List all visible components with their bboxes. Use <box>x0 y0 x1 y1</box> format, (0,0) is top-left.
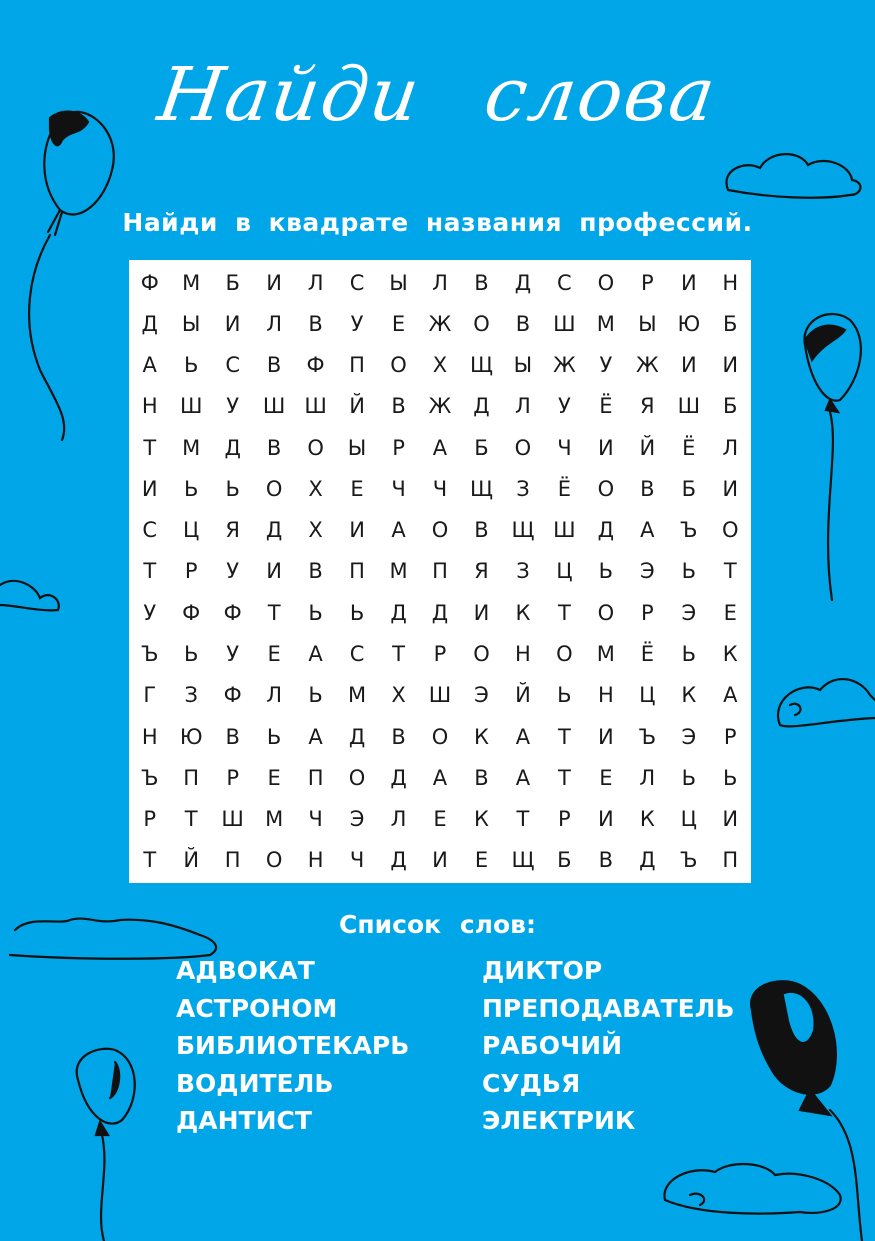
grid-letter[interactable]: У <box>226 559 240 584</box>
grid-letter[interactable]: Б <box>723 394 738 419</box>
grid-letter[interactable]: Ф <box>223 683 242 708</box>
grid-letter[interactable]: Д <box>431 600 449 625</box>
grid-letter[interactable]: Л <box>515 394 531 419</box>
grid-letter[interactable]: Х <box>391 683 406 708</box>
word-item: ДАНТИСТ <box>176 1106 312 1135</box>
grid-letter[interactable]: З <box>516 476 530 501</box>
balloon-icon <box>29 112 114 440</box>
grid-letter[interactable]: Т <box>516 807 530 832</box>
grid-letter[interactable]: Ы <box>638 311 657 336</box>
grid-letter[interactable]: Ё <box>682 435 696 460</box>
grid-letter[interactable]: Е <box>723 600 737 625</box>
grid-letter[interactable]: К <box>515 600 531 625</box>
grid-letter[interactable]: Ф <box>223 600 242 625</box>
grid-letter[interactable]: Ь <box>266 724 282 749</box>
grid-letter[interactable]: Ч <box>349 848 365 873</box>
grid-letter[interactable]: П <box>349 559 365 584</box>
grid-letter[interactable]: Н <box>597 683 614 708</box>
grid-letter[interactable]: У <box>599 353 613 378</box>
grid-letter[interactable]: Й <box>515 683 531 708</box>
grid-letter[interactable]: Л <box>266 683 283 708</box>
grid-letter[interactable]: А <box>640 518 655 543</box>
grid-letter[interactable]: Ё <box>599 394 613 419</box>
grid-letter[interactable]: М <box>348 683 367 708</box>
grid-letter[interactable]: О <box>514 435 532 460</box>
grid-letter[interactable]: А <box>515 724 531 749</box>
grid-letter[interactable]: Ь <box>183 353 199 378</box>
grid-letter[interactable]: В <box>308 311 323 336</box>
grid-letter[interactable]: Э <box>681 600 697 625</box>
grid-letter[interactable]: К <box>722 642 738 667</box>
grid-letter[interactable]: Ь <box>723 765 738 790</box>
grid-letter[interactable]: Т <box>723 559 737 584</box>
grid-letter[interactable]: Е <box>267 642 281 667</box>
grid-letter[interactable]: Е <box>350 476 364 501</box>
word-item: ПРЕПОДАВАТЕЛЬ <box>482 993 735 1023</box>
grid-letter[interactable]: Ь <box>183 476 199 501</box>
grid-letter[interactable]: Х <box>308 518 323 543</box>
grid-letter[interactable]: И <box>224 311 241 336</box>
grid-letter[interactable]: Д <box>390 765 407 790</box>
grid-letter[interactable]: Х <box>432 353 448 378</box>
grid-letter[interactable]: А <box>723 683 738 708</box>
grid-letter[interactable]: Д <box>639 848 656 873</box>
grid-letter[interactable]: М <box>596 311 615 336</box>
grid-letter[interactable]: Б <box>681 476 696 501</box>
grid-letter[interactable]: Ъ <box>140 765 159 790</box>
grid-letter[interactable]: Й <box>639 435 656 460</box>
grid-letter[interactable]: Ы <box>347 435 367 460</box>
cloud-icon <box>0 581 59 610</box>
grid-letter[interactable]: Л <box>432 270 448 295</box>
grid-letter[interactable]: О <box>473 311 490 336</box>
grid-letter[interactable]: Ш <box>677 394 701 419</box>
grid-letter[interactable]: Н <box>515 642 531 667</box>
grid-letter[interactable]: З <box>184 683 198 708</box>
grid-letter[interactable]: П <box>722 848 739 873</box>
grid-letter[interactable]: П <box>224 848 241 873</box>
grid-letter[interactable]: В <box>266 435 282 460</box>
grid-letter[interactable]: В <box>474 518 489 543</box>
word-list-title: Список слов: <box>339 910 536 939</box>
grid-letter[interactable]: Ъ <box>140 642 159 667</box>
grid-letter[interactable]: Л <box>266 311 283 336</box>
grid-letter[interactable]: Ь <box>681 642 696 667</box>
grid-letter[interactable]: Е <box>433 807 447 832</box>
grid-letter[interactable]: Щ <box>469 353 493 378</box>
word-item: СУДЬЯ <box>482 1068 581 1098</box>
grid-letter[interactable]: А <box>142 353 157 378</box>
grid-letter[interactable]: Ь <box>308 600 323 625</box>
grid-letter[interactable]: П <box>183 765 200 790</box>
grid-letter[interactable]: И <box>432 848 448 873</box>
grid-letter[interactable]: Ь <box>681 559 696 584</box>
grid-letter[interactable]: Ь <box>308 683 323 708</box>
word-item: ЭЛЕКТРИК <box>482 1106 636 1135</box>
grid-letter[interactable]: В <box>515 311 531 336</box>
grid-letter[interactable]: Э <box>639 559 655 584</box>
grid-letter[interactable]: Й <box>183 848 200 873</box>
grid-letter[interactable]: И <box>473 600 490 625</box>
grid-letter[interactable]: Б <box>723 311 738 336</box>
grid-letter[interactable]: И <box>266 559 282 584</box>
grid-letter[interactable]: Т <box>267 600 281 625</box>
grid-letter[interactable]: К <box>473 807 489 832</box>
grid-letter[interactable]: О <box>597 270 615 295</box>
grid-letter[interactable]: А <box>432 435 448 460</box>
grid-letter[interactable]: Я <box>640 394 655 419</box>
grid-letter[interactable]: Ж <box>428 394 452 419</box>
grid-letter[interactable]: Т <box>557 724 571 749</box>
grid-letter[interactable]: Ж <box>553 353 576 378</box>
grid-letter[interactable]: Т <box>143 435 157 460</box>
grid-letter[interactable]: Б <box>474 435 489 460</box>
grid-letter[interactable]: А <box>515 765 531 790</box>
grid-letter[interactable]: Х <box>308 476 323 501</box>
grid-letter[interactable]: Я <box>474 559 489 584</box>
grid-letter[interactable]: Ъ <box>680 848 698 873</box>
grid-letter[interactable]: Ж <box>636 353 659 378</box>
grid-letter[interactable]: Г <box>143 683 157 708</box>
grid-letter[interactable]: Р <box>184 559 198 584</box>
grid-letter[interactable]: Е <box>267 765 281 790</box>
grid-letter[interactable]: О <box>265 848 283 873</box>
grid-letter[interactable]: Ь <box>183 642 199 667</box>
grid-letter[interactable]: Ё <box>640 642 654 667</box>
grid-letter[interactable]: Щ <box>511 518 535 543</box>
letter-grid <box>129 260 751 883</box>
grid-letter[interactable]: С <box>225 353 240 378</box>
grid-letter[interactable]: Я <box>225 518 240 543</box>
word-list-left <box>176 952 409 1140</box>
word-item: БИБЛИОТЕКАРЬ <box>176 1031 410 1060</box>
grid-letter[interactable]: Ш <box>428 683 452 708</box>
grid-letter[interactable]: Ю <box>677 311 701 336</box>
grid-letter[interactable]: Р <box>392 435 405 460</box>
grid-letter[interactable]: Ь <box>225 476 240 501</box>
word-list-right <box>482 952 734 1140</box>
grid-letter[interactable]: К <box>681 683 697 708</box>
grid-letter[interactable]: О <box>597 600 615 625</box>
grid-letter[interactable]: Ь <box>557 683 572 708</box>
grid-letter[interactable]: Ю <box>179 724 203 749</box>
grid-letter[interactable]: Р <box>558 807 571 832</box>
grid-letter[interactable]: Ц <box>183 518 200 543</box>
grid-letter[interactable]: М <box>596 642 615 667</box>
grid-letter[interactable]: Д <box>348 724 366 749</box>
grid-letter[interactable]: У <box>350 311 364 336</box>
grid-letter[interactable]: И <box>349 518 365 543</box>
grid-letter[interactable]: Э <box>681 724 697 749</box>
grid-letter[interactable]: У <box>557 394 571 419</box>
grid-letter[interactable]: О <box>597 476 615 501</box>
grid-letter[interactable]: У <box>226 642 240 667</box>
grid-letter[interactable]: Ш <box>553 518 576 543</box>
grid-letter[interactable]: Л <box>390 807 407 832</box>
balloon-icon <box>804 314 860 600</box>
grid-letter[interactable]: Ц <box>680 807 697 832</box>
grid-letter[interactable]: Ч <box>308 807 323 832</box>
grid-letter[interactable]: Л <box>307 270 324 295</box>
grid-letter[interactable]: У <box>143 600 157 625</box>
grid-letter[interactable]: О <box>307 435 324 460</box>
grid-letter[interactable]: О <box>390 353 407 378</box>
grid-letter[interactable]: Ы <box>389 270 408 295</box>
grid-letter[interactable]: О <box>265 476 283 501</box>
grid-letter[interactable]: Ь <box>349 600 365 625</box>
grid-letter[interactable]: Р <box>723 724 737 749</box>
grid-letter[interactable]: Ш <box>304 394 327 419</box>
grid-letter[interactable]: Р <box>433 642 447 667</box>
grid-letter[interactable]: Ч <box>557 435 572 460</box>
grid-letter[interactable]: Щ <box>511 848 535 873</box>
grid-letter[interactable]: И <box>722 353 739 378</box>
grid-letter[interactable]: С <box>349 642 365 667</box>
grid-letter[interactable]: А <box>391 518 406 543</box>
grid-letter[interactable]: Р <box>640 600 654 625</box>
grid-letter[interactable]: З <box>516 559 530 584</box>
grid-letter[interactable]: Т <box>557 765 571 790</box>
word-item: ДИКТОР <box>482 956 603 985</box>
grid-letter[interactable]: К <box>473 724 489 749</box>
grid-letter[interactable]: Р <box>226 765 239 790</box>
grid-letter[interactable]: Н <box>722 270 739 295</box>
grid-letter[interactable]: Р <box>640 270 654 295</box>
grid-letter[interactable]: Ш <box>221 807 244 832</box>
grid-letter[interactable]: Н <box>307 848 324 873</box>
grid-letter[interactable]: О <box>431 518 449 543</box>
grid-letter[interactable]: С <box>557 270 572 295</box>
grid-letter[interactable]: О <box>722 518 739 543</box>
grid-letter[interactable]: О <box>556 642 573 667</box>
grid-letter[interactable]: Ж <box>428 311 452 336</box>
grid-letter[interactable]: М <box>182 435 201 460</box>
grid-letter[interactable]: В <box>266 353 282 378</box>
grid-letter[interactable]: Н <box>141 394 158 419</box>
word-search-grid <box>129 260 751 883</box>
grid-letter[interactable]: Б <box>557 848 572 873</box>
grid-letter[interactable]: Е <box>391 311 406 336</box>
grid-letter[interactable]: И <box>141 476 158 501</box>
grid-letter[interactable]: И <box>598 724 614 749</box>
grid-letter[interactable]: Е <box>599 765 613 790</box>
grid-letter[interactable]: А <box>432 765 448 790</box>
grid-letter[interactable]: В <box>474 270 489 295</box>
grid-letter[interactable]: В <box>640 476 655 501</box>
grid-letter[interactable]: В <box>474 765 489 790</box>
grid-letter[interactable]: Т <box>143 848 157 873</box>
grid-letter[interactable]: В <box>598 848 614 873</box>
grid-letter[interactable]: В <box>225 724 240 749</box>
grid-letter[interactable]: О <box>431 724 449 749</box>
grid-letter[interactable]: Ы <box>181 311 201 336</box>
grid-letter[interactable]: П <box>349 353 365 378</box>
grid-letter[interactable]: С <box>349 270 365 295</box>
grid-letter[interactable]: И <box>680 353 697 378</box>
cloud-icon <box>664 1164 840 1214</box>
grid-letter[interactable]: О <box>473 642 490 667</box>
grid-letter[interactable]: Ё <box>557 476 572 501</box>
grid-letter[interactable]: Ш <box>179 394 203 419</box>
grid-letter[interactable]: Ш <box>553 311 576 336</box>
grid-letter[interactable]: Ч <box>432 476 448 501</box>
grid-letter[interactable]: Д <box>390 848 407 873</box>
grid-letter[interactable]: А <box>308 724 323 749</box>
grid-letter[interactable]: Э <box>349 807 365 832</box>
grid-letter[interactable]: Ц <box>556 559 573 584</box>
grid-letter[interactable]: Т <box>392 642 405 667</box>
grid-letter[interactable]: Ч <box>391 476 406 501</box>
grid-letter[interactable]: Д <box>514 270 532 295</box>
grid-letter[interactable]: Ы <box>513 353 533 378</box>
grid-letter[interactable]: Ь <box>598 559 614 584</box>
grid-letter[interactable]: М <box>265 807 284 832</box>
grid-letter[interactable]: И <box>266 270 282 295</box>
grid-letter[interactable]: Т <box>143 559 157 584</box>
grid-letter[interactable]: Д <box>390 600 407 625</box>
grid-letter[interactable]: Л <box>722 435 739 460</box>
grid-letter[interactable]: Ъ <box>638 724 657 749</box>
grid-letter[interactable]: Д <box>224 435 241 460</box>
grid-letter[interactable]: Ъ <box>680 518 698 543</box>
grid-letter[interactable]: Л <box>639 765 656 790</box>
grid-letter[interactable]: Щ <box>469 476 493 501</box>
grid-letter[interactable]: Е <box>474 848 489 873</box>
grid-letter[interactable]: Ц <box>639 683 656 708</box>
grid-letter[interactable]: Ш <box>262 394 286 419</box>
grid-letter[interactable]: Й <box>349 394 365 419</box>
grid-letter[interactable]: У <box>226 394 240 419</box>
balloon-icon <box>77 1049 135 1241</box>
grid-letter[interactable]: К <box>639 807 655 832</box>
word-item: АСТРОНОМ <box>176 993 338 1023</box>
balloon-icon <box>751 981 862 1241</box>
grid-letter[interactable]: А <box>308 642 323 667</box>
grid-letter[interactable]: Ф <box>140 270 159 295</box>
instructions: Найди в квадрате названия профессий. <box>122 208 753 237</box>
grid-letter[interactable]: Д <box>473 394 490 419</box>
grid-letter[interactable]: И <box>680 270 697 295</box>
grid-letter[interactable]: Ф <box>182 600 201 625</box>
grid-letter[interactable]: В <box>308 559 323 584</box>
grid-letter[interactable]: М <box>389 559 408 584</box>
grid-letter[interactable]: И <box>598 435 614 460</box>
grid-letter[interactable]: Т <box>557 600 571 625</box>
word-item: ВОДИТЕЛЬ <box>176 1068 334 1098</box>
grid-letter[interactable]: Д <box>597 518 615 543</box>
grid-letter[interactable]: И <box>722 476 739 501</box>
grid-letter[interactable]: Ф <box>306 353 325 378</box>
cloud-icon <box>778 679 875 726</box>
cloud-icon <box>726 154 860 198</box>
grid-letter[interactable]: Э <box>474 683 489 708</box>
grid-letter[interactable]: П <box>432 559 448 584</box>
grid-letter[interactable]: Б <box>225 270 240 295</box>
grid-letter[interactable]: Р <box>143 807 157 832</box>
grid-letter[interactable]: Д <box>141 311 158 336</box>
grid-letter[interactable]: О <box>348 765 366 790</box>
grid-letter[interactable]: Ь <box>681 765 696 790</box>
grid-letter[interactable]: В <box>391 724 406 749</box>
grid-letter[interactable]: П <box>307 765 324 790</box>
grid-letter[interactable]: В <box>391 394 406 419</box>
word-item: РАБОЧИЙ <box>482 1031 623 1060</box>
grid-letter[interactable]: И <box>722 807 739 832</box>
grid-letter[interactable]: Д <box>265 518 283 543</box>
word-item: АДВОКАТ <box>176 956 315 985</box>
page-title: Найди слова <box>153 52 722 138</box>
grid-letter[interactable]: М <box>182 270 201 295</box>
grid-letter[interactable]: Т <box>184 807 198 832</box>
grid-letter[interactable]: Н <box>141 724 158 749</box>
grid-letter[interactable]: С <box>142 518 158 543</box>
grid-letter[interactable]: И <box>598 807 614 832</box>
